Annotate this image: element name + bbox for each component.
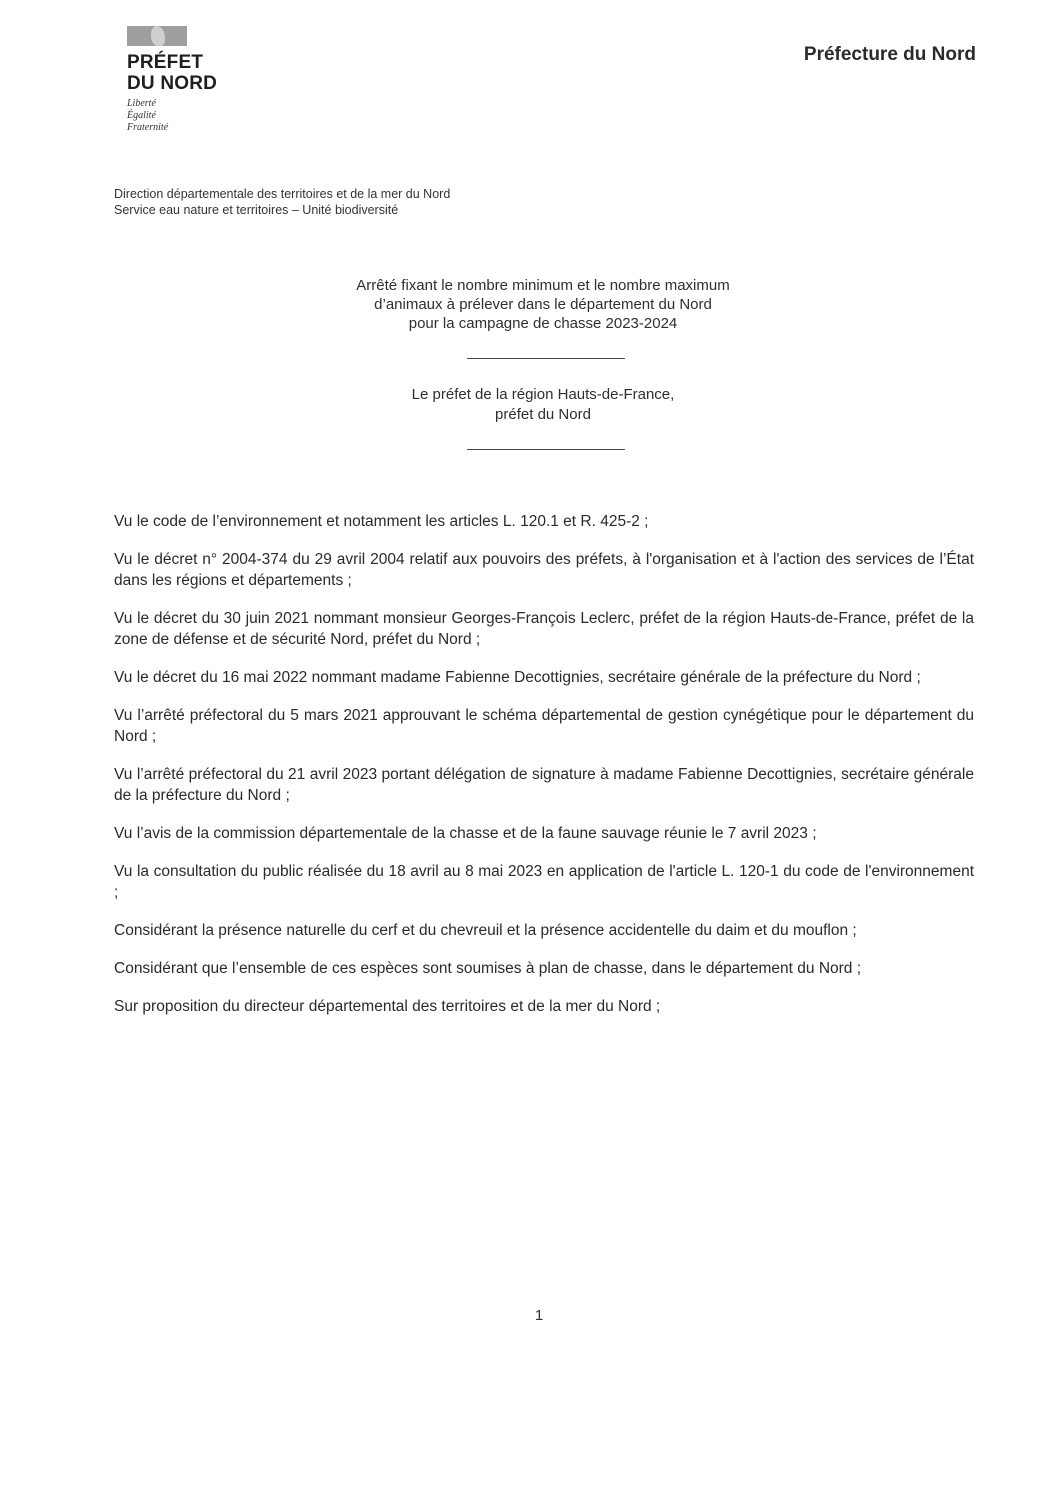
- paragraph: Sur proposition du directeur départemental des territoires et de la mer du Nord ;: [114, 998, 661, 1015]
- motto-egalite: Égalité: [127, 110, 156, 121]
- document-body: [114, 511, 974, 1034]
- motto-fraternite: Fraternité: [127, 122, 169, 133]
- motto-liberte: Liberté: [127, 98, 156, 109]
- title-line-1: Arrêté fixant le nombre minimum et le nombre maximum: [356, 277, 730, 294]
- service-block: [114, 186, 450, 218]
- paragraph: Vu l’avis de la commission départementale de la chasse et de la faune sauvage réunie le 7 avril 2023 ;: [114, 825, 817, 842]
- divider: [467, 449, 625, 450]
- logo-line-2: DU NORD: [127, 73, 218, 94]
- logo-line-1: PRÉFET: [127, 52, 204, 73]
- page-number: 1: [534, 1307, 544, 1324]
- prefecture-header: Préfecture du Nord: [803, 44, 976, 65]
- paragraph: Vu l’arrêté préfectoral du 5 mars 2021 approuvant le schéma départemental de gestion cynégétique pour le département du Nord ;: [114, 707, 974, 745]
- paragraph: Vu la consultation du public réalisée du 18 avril au 8 mai 2023 en application de l'article L. 120-1 du code de l'environnement ;: [114, 863, 974, 901]
- paragraph: Considérant que l’ensemble de ces espèces sont soumises à plan de chasse, dans le département du Nord ;: [114, 960, 862, 977]
- marianne-flag-icon: [127, 26, 187, 46]
- paragraph: Vu le décret du 16 mai 2022 nommant madame Fabienne Decottignies, secrétaire générale de la préfecture du Nord ;: [114, 669, 921, 686]
- title-line-2: d’animaux à prélever dans le département du Nord: [374, 296, 712, 313]
- paragraph: Vu le code de l’environnement et notamment les articles L. 120.1 et R. 425-2 ;: [114, 513, 649, 530]
- document-title: [0, 276, 1058, 333]
- logo-motto: [127, 98, 257, 134]
- paragraph: Vu l’arrêté préfectoral du 21 avril 2023 portant délégation de signature à madame Fabienne Decottignies, secrétaire générale de la préfecture du Nord ;: [114, 766, 974, 804]
- paragraph: Considérant la présence naturelle du cerf et du chevreuil et la présence accidentelle du daim et du mouflon ;: [114, 922, 857, 939]
- prefet-logo: [127, 26, 257, 134]
- divider: [467, 358, 625, 359]
- paragraph: Vu le décret du 30 juin 2021 nommant monsieur Georges-François Leclerc, préfet de la région Hauts-de-France, préfet de la zone de défense et de sécurité Nord, préfet du Nord ;: [114, 610, 974, 648]
- signer-line-1: Le préfet de la région Hauts-de-France,: [411, 386, 675, 403]
- logo-title: [127, 52, 257, 94]
- service-line-2: Service eau nature et territoires – Unité biodiversité: [114, 203, 399, 217]
- signer-line-2: préfet du Nord: [495, 406, 591, 423]
- title-line-3: pour la campagne de chasse 2023-2024: [408, 315, 678, 332]
- paragraph: Vu le décret n° 2004-374 du 29 avril 2004 relatif aux pouvoirs des préfets, à l'organisation et à l'action des services de l’État dans les régions et départements ;: [114, 551, 974, 589]
- service-line-1: Direction départementale des territoires et de la mer du Nord: [114, 187, 451, 201]
- signer-block: [0, 385, 1058, 425]
